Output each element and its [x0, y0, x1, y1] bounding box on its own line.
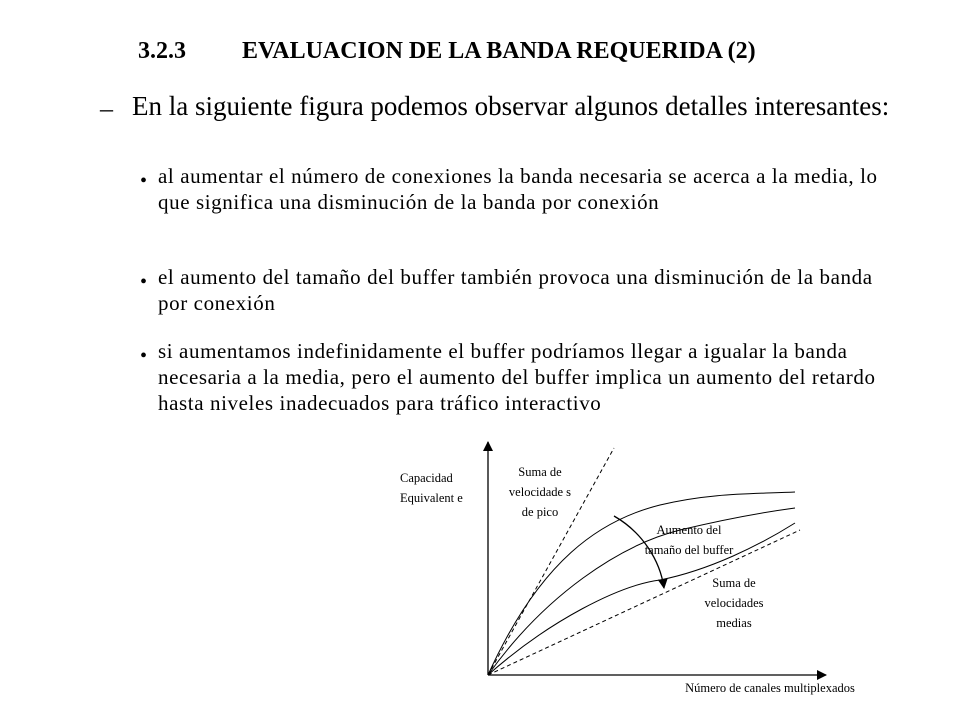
peak-rate-label: Suma de velocidade s de pico [508, 465, 572, 519]
bullet-marker-3: • [140, 345, 148, 367]
lead-marker: – [100, 94, 113, 123]
bullet-marker-2: • [140, 271, 148, 293]
buffer-increase-label: Aumento del tamaño del buffer [644, 523, 734, 557]
bullet-marker-1: • [140, 170, 148, 192]
title-text: EVALUACION DE LA BANDA REQUERIDA (2) [242, 38, 756, 64]
x-axis-label: Número de canales multiplexados [685, 681, 855, 695]
bullet-text-2: el aumento del tamaño del buffer también provoca una disminución de la banda por conexión [158, 265, 873, 315]
bullet-text-3: si aumentamos indefinidamente el buffer podríamos llegar a igualar la banda necesaria a la media, pero el aumento del buffer implica un aumento del retardo hasta niveles inadecuados para tráfico interactivo [158, 339, 876, 415]
title-number: 3.2.3 [138, 38, 186, 64]
y-axis-label: Capacidad Equivalent e [400, 471, 463, 505]
lead-paragraph: En la siguiente figura podemos observar algunos detalles interesantes: [132, 91, 890, 121]
mean-rate-label: Suma de velocidades medias [704, 576, 764, 630]
bullet-text-1: al aumentar el número de conexiones la banda necesaria se acerca a la media, lo que significa una disminución de la banda por conexión [158, 164, 878, 214]
